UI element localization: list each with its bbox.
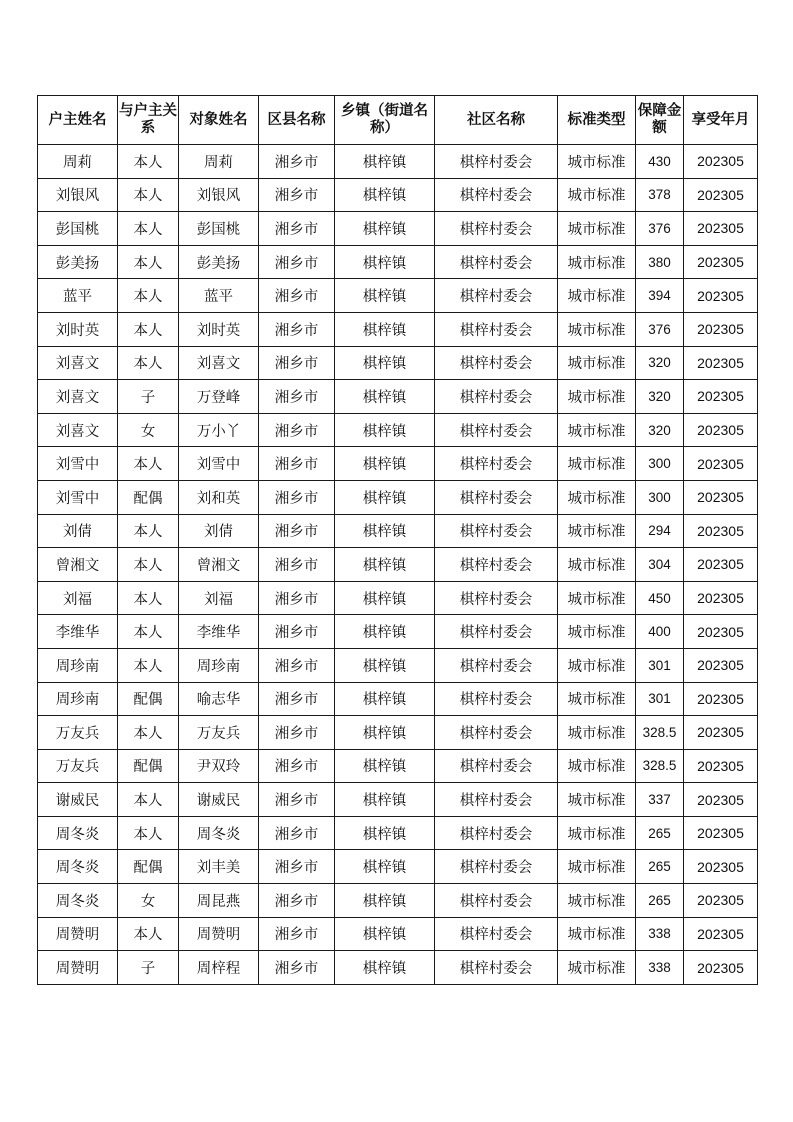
table-row [38, 648, 758, 682]
cell-object-name: 周珍南 [179, 648, 259, 682]
table-row [38, 447, 758, 481]
cell-standard-type: 城市标准 [558, 884, 636, 918]
cell-county: 湘乡市 [259, 749, 335, 783]
cell-object-name: 刘喜文 [179, 346, 259, 380]
cell-month: 202305 [684, 816, 758, 850]
cell-town: 棋梓镇 [335, 346, 435, 380]
cell-object-name: 刘银风 [179, 178, 259, 212]
cell-object-name: 周赞明 [179, 917, 259, 951]
cell-standard-type: 城市标准 [558, 245, 636, 279]
table-row [38, 346, 758, 380]
cell-object-name: 刘和英 [179, 480, 259, 514]
header-amount: 保障金额 [636, 96, 684, 145]
cell-relation: 女 [118, 884, 179, 918]
cell-head-name: 周冬炎 [38, 884, 118, 918]
cell-county: 湘乡市 [259, 648, 335, 682]
cell-month: 202305 [684, 716, 758, 750]
cell-standard-type: 城市标准 [558, 615, 636, 649]
cell-town: 棋梓镇 [335, 648, 435, 682]
cell-amount: 320 [636, 413, 684, 447]
cell-head-name: 周冬炎 [38, 816, 118, 850]
cell-standard-type: 城市标准 [558, 413, 636, 447]
cell-amount: 265 [636, 816, 684, 850]
cell-object-name: 周莉 [179, 145, 259, 179]
cell-town: 棋梓镇 [335, 145, 435, 179]
cell-town: 棋梓镇 [335, 447, 435, 481]
cell-community: 棋梓村委会 [435, 380, 558, 414]
table-row [38, 145, 758, 179]
cell-county: 湘乡市 [259, 783, 335, 817]
header-relation: 与户主关系 [118, 96, 179, 145]
cell-county: 湘乡市 [259, 816, 335, 850]
cell-object-name: 蓝平 [179, 279, 259, 313]
cell-community: 棋梓村委会 [435, 480, 558, 514]
table-row [38, 716, 758, 750]
header-community: 社区名称 [435, 96, 558, 145]
cell-object-name: 喻志华 [179, 682, 259, 716]
cell-standard-type: 城市标准 [558, 749, 636, 783]
cell-relation: 配偶 [118, 480, 179, 514]
cell-county: 湘乡市 [259, 312, 335, 346]
cell-amount: 301 [636, 682, 684, 716]
cell-object-name: 刘倩 [179, 514, 259, 548]
table-row [38, 951, 758, 985]
cell-amount: 328.5 [636, 749, 684, 783]
cell-town: 棋梓镇 [335, 279, 435, 313]
cell-community: 棋梓村委会 [435, 346, 558, 380]
header-head-name: 户主姓名 [38, 96, 118, 145]
cell-town: 棋梓镇 [335, 514, 435, 548]
cell-county: 湘乡市 [259, 548, 335, 582]
assistance-roster-table [37, 95, 758, 985]
cell-amount: 338 [636, 951, 684, 985]
cell-county: 湘乡市 [259, 447, 335, 481]
cell-relation: 本人 [118, 212, 179, 246]
cell-head-name: 周莉 [38, 145, 118, 179]
cell-town: 棋梓镇 [335, 850, 435, 884]
cell-county: 湘乡市 [259, 346, 335, 380]
table-row [38, 312, 758, 346]
header-row [38, 96, 758, 145]
cell-standard-type: 城市标准 [558, 951, 636, 985]
cell-head-name: 万友兵 [38, 749, 118, 783]
cell-amount: 328.5 [636, 716, 684, 750]
cell-relation: 本人 [118, 145, 179, 179]
cell-community: 棋梓村委会 [435, 749, 558, 783]
cell-county: 湘乡市 [259, 514, 335, 548]
cell-amount: 300 [636, 480, 684, 514]
cell-amount: 380 [636, 245, 684, 279]
cell-head-name: 蓝平 [38, 279, 118, 313]
cell-town: 棋梓镇 [335, 716, 435, 750]
cell-amount: 337 [636, 783, 684, 817]
cell-amount: 376 [636, 212, 684, 246]
cell-object-name: 万小丫 [179, 413, 259, 447]
cell-community: 棋梓村委会 [435, 648, 558, 682]
cell-county: 湘乡市 [259, 884, 335, 918]
cell-town: 棋梓镇 [335, 245, 435, 279]
header-month: 享受年月 [684, 96, 758, 145]
cell-month: 202305 [684, 380, 758, 414]
cell-relation: 本人 [118, 312, 179, 346]
table-row [38, 413, 758, 447]
cell-month: 202305 [684, 145, 758, 179]
cell-standard-type: 城市标准 [558, 716, 636, 750]
cell-month: 202305 [684, 178, 758, 212]
cell-head-name: 刘雪中 [38, 480, 118, 514]
cell-town: 棋梓镇 [335, 413, 435, 447]
cell-town: 棋梓镇 [335, 312, 435, 346]
cell-relation: 子 [118, 951, 179, 985]
cell-month: 202305 [684, 413, 758, 447]
table-row [38, 212, 758, 246]
cell-county: 湘乡市 [259, 178, 335, 212]
cell-standard-type: 城市标准 [558, 816, 636, 850]
cell-object-name: 彭美扬 [179, 245, 259, 279]
cell-month: 202305 [684, 212, 758, 246]
cell-amount: 294 [636, 514, 684, 548]
cell-object-name: 周冬炎 [179, 816, 259, 850]
table-row [38, 917, 758, 951]
cell-town: 棋梓镇 [335, 480, 435, 514]
cell-community: 棋梓村委会 [435, 145, 558, 179]
cell-town: 棋梓镇 [335, 615, 435, 649]
header-county: 区县名称 [259, 96, 335, 145]
cell-county: 湘乡市 [259, 716, 335, 750]
table-row [38, 816, 758, 850]
cell-object-name: 彭国桃 [179, 212, 259, 246]
table-row [38, 749, 758, 783]
cell-head-name: 周珍南 [38, 682, 118, 716]
cell-head-name: 周珍南 [38, 648, 118, 682]
cell-relation: 本人 [118, 581, 179, 615]
cell-object-name: 尹双玲 [179, 749, 259, 783]
cell-standard-type: 城市标准 [558, 850, 636, 884]
cell-standard-type: 城市标准 [558, 648, 636, 682]
cell-amount: 301 [636, 648, 684, 682]
table-row [38, 279, 758, 313]
cell-community: 棋梓村委会 [435, 615, 558, 649]
table-row [38, 514, 758, 548]
cell-town: 棋梓镇 [335, 783, 435, 817]
cell-head-name: 李维华 [38, 615, 118, 649]
cell-month: 202305 [684, 951, 758, 985]
cell-relation: 本人 [118, 716, 179, 750]
cell-month: 202305 [684, 245, 758, 279]
cell-head-name: 彭美扬 [38, 245, 118, 279]
cell-relation: 配偶 [118, 682, 179, 716]
cell-county: 湘乡市 [259, 279, 335, 313]
cell-community: 棋梓村委会 [435, 245, 558, 279]
cell-month: 202305 [684, 917, 758, 951]
cell-town: 棋梓镇 [335, 212, 435, 246]
table-row [38, 615, 758, 649]
cell-community: 棋梓村委会 [435, 548, 558, 582]
cell-head-name: 谢威民 [38, 783, 118, 817]
cell-month: 202305 [684, 749, 758, 783]
cell-standard-type: 城市标准 [558, 212, 636, 246]
cell-standard-type: 城市标准 [558, 581, 636, 615]
cell-month: 202305 [684, 884, 758, 918]
table-row [38, 178, 758, 212]
cell-town: 棋梓镇 [335, 548, 435, 582]
cell-head-name: 曾湘文 [38, 548, 118, 582]
cell-amount: 394 [636, 279, 684, 313]
cell-town: 棋梓镇 [335, 884, 435, 918]
cell-object-name: 周昆燕 [179, 884, 259, 918]
cell-community: 棋梓村委会 [435, 951, 558, 985]
cell-amount: 378 [636, 178, 684, 212]
cell-head-name: 刘银风 [38, 178, 118, 212]
cell-relation: 本人 [118, 447, 179, 481]
cell-standard-type: 城市标准 [558, 279, 636, 313]
cell-community: 棋梓村委会 [435, 783, 558, 817]
cell-county: 湘乡市 [259, 145, 335, 179]
cell-community: 棋梓村委会 [435, 279, 558, 313]
cell-relation: 配偶 [118, 749, 179, 783]
cell-community: 棋梓村委会 [435, 312, 558, 346]
table-header [38, 96, 758, 145]
cell-county: 湘乡市 [259, 581, 335, 615]
cell-community: 棋梓村委会 [435, 212, 558, 246]
cell-relation: 本人 [118, 615, 179, 649]
cell-county: 湘乡市 [259, 850, 335, 884]
cell-standard-type: 城市标准 [558, 145, 636, 179]
cell-relation: 本人 [118, 346, 179, 380]
cell-county: 湘乡市 [259, 245, 335, 279]
cell-month: 202305 [684, 447, 758, 481]
cell-head-name: 万友兵 [38, 716, 118, 750]
cell-standard-type: 城市标准 [558, 346, 636, 380]
cell-amount: 376 [636, 312, 684, 346]
cell-month: 202305 [684, 279, 758, 313]
cell-head-name: 刘福 [38, 581, 118, 615]
table-row [38, 783, 758, 817]
cell-standard-type: 城市标准 [558, 480, 636, 514]
cell-month: 202305 [684, 480, 758, 514]
cell-town: 棋梓镇 [335, 581, 435, 615]
cell-object-name: 谢威民 [179, 783, 259, 817]
cell-county: 湘乡市 [259, 917, 335, 951]
cell-object-name: 曾湘文 [179, 548, 259, 582]
cell-object-name: 万登峰 [179, 380, 259, 414]
cell-month: 202305 [684, 346, 758, 380]
cell-object-name: 刘丰美 [179, 850, 259, 884]
table-body [38, 145, 758, 985]
cell-county: 湘乡市 [259, 951, 335, 985]
cell-community: 棋梓村委会 [435, 850, 558, 884]
header-standard-type: 标准类型 [558, 96, 636, 145]
cell-community: 棋梓村委会 [435, 514, 558, 548]
table-row [38, 548, 758, 582]
cell-month: 202305 [684, 312, 758, 346]
cell-relation: 本人 [118, 245, 179, 279]
cell-relation: 本人 [118, 783, 179, 817]
cell-relation: 本人 [118, 514, 179, 548]
table-row [38, 884, 758, 918]
cell-object-name: 刘雪中 [179, 447, 259, 481]
cell-relation: 女 [118, 413, 179, 447]
cell-town: 棋梓镇 [335, 380, 435, 414]
header-town: 乡镇（街道名称） [335, 96, 435, 145]
cell-community: 棋梓村委会 [435, 447, 558, 481]
cell-head-name: 刘雪中 [38, 447, 118, 481]
cell-community: 棋梓村委会 [435, 917, 558, 951]
cell-head-name: 刘倩 [38, 514, 118, 548]
cell-amount: 320 [636, 380, 684, 414]
cell-town: 棋梓镇 [335, 917, 435, 951]
cell-relation: 配偶 [118, 850, 179, 884]
cell-county: 湘乡市 [259, 212, 335, 246]
cell-standard-type: 城市标准 [558, 514, 636, 548]
cell-county: 湘乡市 [259, 480, 335, 514]
cell-standard-type: 城市标准 [558, 380, 636, 414]
cell-community: 棋梓村委会 [435, 716, 558, 750]
cell-standard-type: 城市标准 [558, 917, 636, 951]
cell-head-name: 周冬炎 [38, 850, 118, 884]
cell-town: 棋梓镇 [335, 178, 435, 212]
cell-standard-type: 城市标准 [558, 682, 636, 716]
cell-amount: 400 [636, 615, 684, 649]
cell-amount: 265 [636, 850, 684, 884]
cell-amount: 338 [636, 917, 684, 951]
cell-county: 湘乡市 [259, 615, 335, 649]
cell-county: 湘乡市 [259, 413, 335, 447]
cell-object-name: 李维华 [179, 615, 259, 649]
cell-relation: 子 [118, 380, 179, 414]
cell-relation: 本人 [118, 648, 179, 682]
cell-amount: 430 [636, 145, 684, 179]
cell-head-name: 刘时英 [38, 312, 118, 346]
cell-amount: 300 [636, 447, 684, 481]
header-object-name: 对象姓名 [179, 96, 259, 145]
cell-month: 202305 [684, 783, 758, 817]
cell-relation: 本人 [118, 548, 179, 582]
cell-relation: 本人 [118, 816, 179, 850]
cell-relation: 本人 [118, 917, 179, 951]
cell-object-name: 刘时英 [179, 312, 259, 346]
cell-month: 202305 [684, 648, 758, 682]
cell-town: 棋梓镇 [335, 749, 435, 783]
cell-month: 202305 [684, 615, 758, 649]
cell-object-name: 周梓程 [179, 951, 259, 985]
cell-head-name: 周赞明 [38, 917, 118, 951]
cell-relation: 本人 [118, 279, 179, 313]
cell-month: 202305 [684, 514, 758, 548]
cell-head-name: 刘喜文 [38, 346, 118, 380]
cell-town: 棋梓镇 [335, 951, 435, 985]
cell-head-name: 彭国桃 [38, 212, 118, 246]
table-row [38, 245, 758, 279]
cell-standard-type: 城市标准 [558, 178, 636, 212]
cell-county: 湘乡市 [259, 682, 335, 716]
cell-relation: 本人 [118, 178, 179, 212]
cell-month: 202305 [684, 682, 758, 716]
cell-community: 棋梓村委会 [435, 178, 558, 212]
cell-object-name: 刘福 [179, 581, 259, 615]
cell-standard-type: 城市标准 [558, 548, 636, 582]
cell-amount: 320 [636, 346, 684, 380]
table-row [38, 850, 758, 884]
cell-community: 棋梓村委会 [435, 816, 558, 850]
cell-month: 202305 [684, 850, 758, 884]
cell-community: 棋梓村委会 [435, 581, 558, 615]
cell-amount: 450 [636, 581, 684, 615]
cell-town: 棋梓镇 [335, 816, 435, 850]
cell-head-name: 刘喜文 [38, 380, 118, 414]
cell-standard-type: 城市标准 [558, 312, 636, 346]
cell-month: 202305 [684, 548, 758, 582]
cell-month: 202305 [684, 581, 758, 615]
cell-community: 棋梓村委会 [435, 682, 558, 716]
cell-head-name: 周赞明 [38, 951, 118, 985]
cell-community: 棋梓村委会 [435, 413, 558, 447]
cell-standard-type: 城市标准 [558, 783, 636, 817]
cell-county: 湘乡市 [259, 380, 335, 414]
cell-amount: 265 [636, 884, 684, 918]
table-row [38, 581, 758, 615]
cell-amount: 304 [636, 548, 684, 582]
cell-standard-type: 城市标准 [558, 447, 636, 481]
table-row [38, 682, 758, 716]
cell-object-name: 万友兵 [179, 716, 259, 750]
cell-community: 棋梓村委会 [435, 884, 558, 918]
table-row [38, 380, 758, 414]
cell-town: 棋梓镇 [335, 682, 435, 716]
table-row [38, 480, 758, 514]
cell-head-name: 刘喜文 [38, 413, 118, 447]
